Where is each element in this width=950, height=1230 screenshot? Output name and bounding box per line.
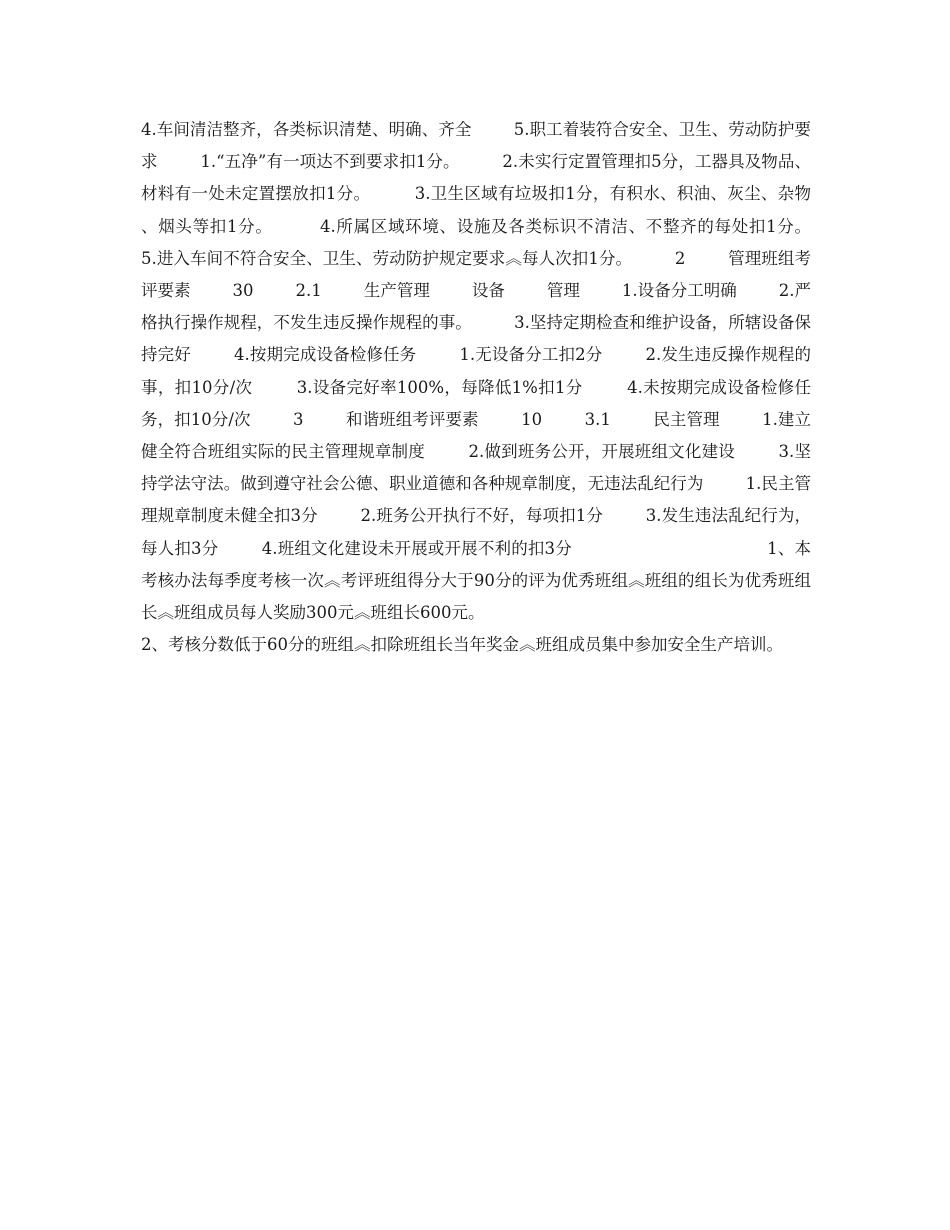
paragraph-penalty-rule: 2、考核分数低于60分的班组︽扣除班组长当年奖金︽班组成员集中参加安全生产培训。 xyxy=(141,635,783,655)
paragraph-assessment-criteria: 4.车间清洁整齐，各类标识清楚、明确、齐全 5.职工着装符合安全、卫生、劳动防护要求 1.“五净”有一项达不到要求扣1分。 2.未实行定置管理扣5分，工器具及物品、材料有一处未定置摆放扣1分。 3.卫生区域有垃圾扣1分，有积水、积油、灰尘、杂物、烟头等扣1分。 4.所属区域环境、设施及各类标识不清洁、不整齐的每处扣1分。 5.进入车间不符合安全、卫生、劳动防护规定要求︽每人次扣1分。 2 管理班组考评要素 30 2.1 生产管理 设备 管理 1.设备分工明确 2.严格执行操作规程，不发生违反操作规程的事。 3.坚持定期检查和维护设备，所辖设备保持完好 4.按期完成设备检修任务 1.无设备分工扣2分 2.发生违反操作规程的事，扣10分/次 3.设备完好率100%，每降低1%扣1分 4.未按期完成设备检修任务，扣10分/次 3 和谐班组考评要素 10 3.1 民主管理 1.建立健全符合班组实际的民主管理规章制度 2.做到班务公开，开展班组文化建设 3.坚持学法守法。做到遵守社会公德、职业道德和各种规章制度，无违法乱纪行为 1.民主管理规章制度未健全扣3分 2.班务公开执行不好，每项扣1分 3.发生违法乱纪行为，每人扣3分 4.班组文化建设未开展或开展不利的扣3分 1、本考核办法每季度考核一次︽考评班组得分大于90分的评为优秀班组︽班组的组长为优秀班组长︽班组成员每人奖励300元︽班组长600元。 xyxy=(141,120,853,623)
document-body xyxy=(141,114,853,661)
